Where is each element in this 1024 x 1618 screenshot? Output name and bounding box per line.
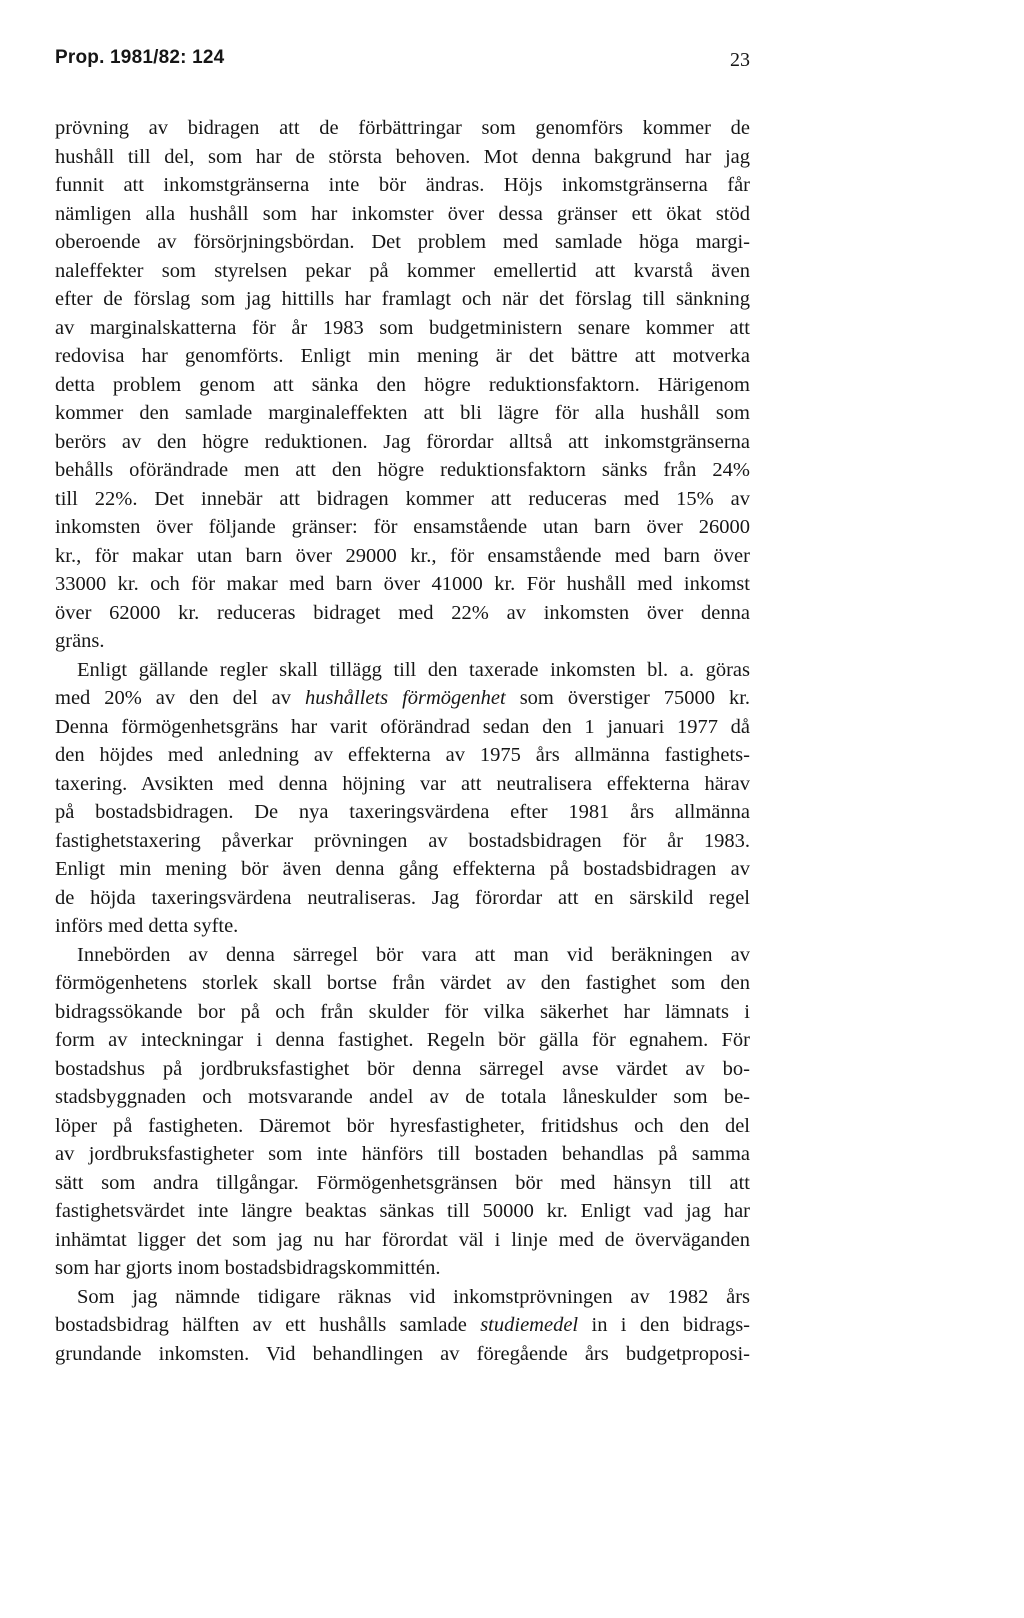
text-line: inhämtat ligger det som jag nu har förordat väl i linje med de överväganden: [55, 1228, 750, 1251]
text-line: Enligt gällande regler skall tillägg till den taxerade inkomsten bl. a. göras: [77, 658, 750, 681]
page-number: 23: [730, 49, 750, 71]
text-line: efter de förslag som jag hittills har framlagt och när det förslag till sänkning: [55, 288, 750, 310]
text-line: form av inteckningar i denna fastighet. Regeln bör gälla för egnahem. För: [55, 1029, 750, 1051]
text-line: 33000 kr. och för makar med barn över 41000 kr. För hushåll med inkomst: [55, 573, 750, 595]
text-line: kr., för makar utan barn över 29000 kr., för ensamstående med barn över: [55, 544, 750, 567]
text-line: kommer den samlade marginaleffekten att bli lägre för alla hushåll som: [55, 402, 750, 424]
text-line: funnit att inkomstgränserna inte bör ändras. Höjs inkomstgränserna får: [55, 174, 750, 196]
text-line: fastighetsvärdet inte längre beaktas sänkas till 50000 kr. Enligt vad jag har: [55, 1200, 750, 1222]
text-line: över 62000 kr. reduceras bidraget med 22% av inkomsten över denna: [55, 601, 750, 624]
text-run: in i den bidrags-: [591, 1314, 750, 1336]
text-line: nämligen alla hushåll som har inkomster över dessa gränser ett ökat stöd: [55, 202, 750, 225]
text-line: sätt som andra tillgångar. Förmögenhetsgränsen bör med hänsyn till att: [55, 1171, 750, 1194]
emphasis-text: studiemedel: [480, 1314, 579, 1336]
text-line: stadsbyggnaden och motsvarande andel av de totala låneskulder som be-: [55, 1086, 750, 1108]
text-line: av marginalskatterna för år 1983 som budgetministern senare kommer att: [55, 316, 750, 339]
paragraph: [55, 114, 750, 656]
text-line: till 22%. Det innebär att bidragen kommer att reduceras med 15% av: [55, 487, 750, 510]
body-text: [55, 114, 750, 1368]
text-line: fastighetstaxering påverkar prövningen av bostadsbidragen för år 1983.: [55, 829, 750, 852]
text-line: förmögenhetens storlek skall bortse från värdet av den fastighet som den: [55, 972, 750, 994]
text-line: hushåll till del, som har de största behoven. Mot denna bakgrund har jag: [55, 145, 750, 168]
text-line: oberoende av försörjningsbördan. Det problem med samlade höga margi-: [55, 231, 750, 253]
text-line: löper på fastigheten. Däremot bör hyresfastigheter, fritidshus och den del: [55, 1114, 750, 1137]
text-line: av jordbruksfastigheter som inte hänförs till bostaden behandlas på samma: [55, 1143, 750, 1165]
text-line: som har gjorts inom bostadsbidragskommittén.: [55, 1257, 441, 1279]
text-run: med 20% av den del av: [55, 687, 292, 709]
text-line: [55, 684, 750, 713]
text-line: [55, 1311, 750, 1340]
text-line: bidragssökande bor på och från skulder för vilka säkerhet har lämnats i: [55, 1000, 750, 1023]
text-line: naleffekter som styrelsen pekar på kommer emellertid att kvarstå även: [55, 259, 750, 282]
text-line: prövning av bidragen att de förbättringar som genomförs kommer de: [55, 117, 750, 139]
text-line: de höjda taxeringsvärdena neutraliseras. Jag förordar att en särskild regel: [55, 886, 750, 909]
text-line: grundande inkomsten. Vid behandlingen av föregående års budgetproposi-: [55, 1342, 750, 1365]
text-line: behålls oförändrade men att den högre reduktionsfaktorn sänks från 24%: [55, 459, 750, 481]
text-run: bostadsbidrag hälften av ett hushålls samlade: [55, 1314, 467, 1336]
proposition-number: Prop. 1981/82: 124: [55, 47, 225, 68]
text-line: inkomsten över följande gränser: för ensamstående utan barn över 26000: [55, 516, 750, 538]
text-line: berörs av den högre reduktionen. Jag förordar alltså att inkomstgränserna: [55, 430, 750, 453]
text-line: Som jag nämnde tidigare räknas vid inkomstprövningen av 1982 års: [77, 1285, 750, 1308]
paragraph: [55, 941, 750, 1283]
text-line: detta problem genom att sänka den högre reduktionsfaktorn. Härigenom: [55, 373, 750, 396]
text-run: som överstiger 75000 kr.: [519, 687, 750, 709]
text-line: på bostadsbidragen. De nya taxeringsvärdena efter 1981 års allmänna: [55, 801, 750, 823]
text-line: Enligt min mening bör även denna gång effekterna på bostadsbidragen av: [55, 858, 750, 880]
text-line: redovisa har genomförts. Enligt min mening är det bättre att motverka: [55, 345, 750, 367]
text-line: den höjdes med anledning av effekterna av 1975 års allmänna fastighets-: [55, 744, 750, 766]
text-line: införs med detta syfte.: [55, 915, 239, 937]
text-line: Innebörden av denna särregel bör vara att man vid beräkningen av: [77, 943, 750, 966]
emphasis-text: hushållets förmögenhet: [304, 687, 506, 709]
text-line: taxering. Avsikten med denna höjning var att neutralisera effekterna härav: [55, 772, 750, 795]
paragraph: [55, 656, 750, 941]
paragraph: [55, 1283, 750, 1369]
text-line: gräns.: [55, 630, 105, 652]
text-line: bostadshus på jordbruksfastighet bör denna särregel avse värdet av bo-: [55, 1057, 750, 1080]
text-line: Denna förmögenhetsgräns har varit oförändrad sedan den 1 januari 1977 då: [55, 715, 750, 738]
